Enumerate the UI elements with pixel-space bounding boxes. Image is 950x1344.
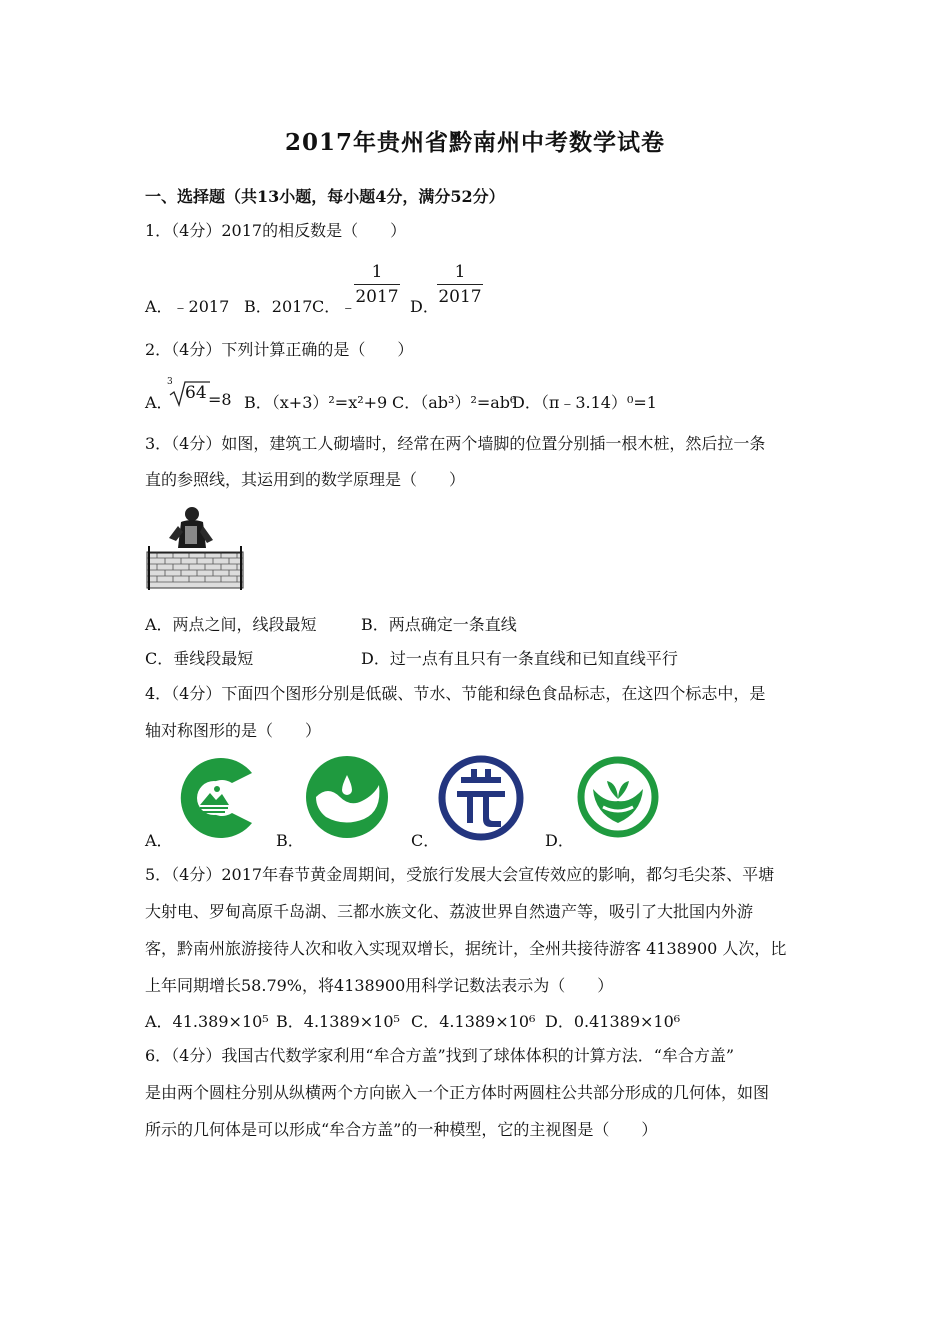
q5-option-a: A．41.389×10⁵ — [145, 1012, 269, 1031]
question-2-stem: 2．（4分）下列计算正确的是（ ） — [145, 340, 414, 359]
question-4-stem-line1: 4．（4分）下面四个图形分别是低碳、节水、节能和绿色食品标志，在这四个标志中，是 — [145, 684, 766, 703]
low-carbon-logo-icon — [172, 755, 256, 841]
question-3-stem-line1: 3．（4分）如图，建筑工人砌墙时，经常在两个墙脚的位置分别插一根木桩，然后拉一条 — [145, 434, 766, 453]
fraction-denominator: 2017 — [355, 287, 399, 307]
q1-option-a: A．﹣2017 — [145, 297, 230, 316]
fraction-denominator: 2017 — [438, 287, 482, 307]
question-1-stem: 1．（4分）2017的相反数是（ ） — [145, 221, 407, 240]
question-6-stem-line1: 6．（4分）我国古代数学家利用“牟合方盖”找到了球体体积的计算方法．“牟合方盖” — [145, 1046, 735, 1065]
green-food-logo-icon — [577, 755, 659, 839]
q4-option-b-label: B． — [276, 831, 304, 850]
question-5-stem-line1: 5．（4分）2017年春节黄金周期间，受旅行发展大会宣传效应的影响，都匀毛尖茶、平塘 — [145, 865, 775, 884]
bricklayer-figure — [145, 500, 247, 592]
q3-option-a: A．两点之间，线段最短 — [145, 615, 317, 634]
q1-option-c-label: C．﹣ — [312, 297, 357, 316]
page-title: 2017年贵州省黔南州中考数学试卷 — [284, 129, 665, 156]
q5-option-d: D．0.41389×10⁶ — [545, 1012, 681, 1031]
q4-option-d-label: D． — [545, 831, 574, 850]
q3-option-c: C．垂线段最短 — [145, 649, 254, 668]
q5-option-c: C．4.1389×10⁶ — [411, 1012, 536, 1031]
fraction-numerator: 1 — [454, 262, 466, 282]
q4-option-a-label: A． — [145, 831, 173, 850]
question-6-stem-line2: 是由两个圆柱分别从纵横两个方向嵌入一个正方体时两圆柱公共部分形成的几何体，如图 — [145, 1083, 770, 1102]
q5-option-b: B．4.1389×10⁵ — [276, 1012, 400, 1031]
q1-option-d-fraction — [437, 262, 483, 307]
fraction-bar — [437, 284, 483, 285]
q2-root-index: 3 — [167, 377, 173, 387]
question-5-stem-line3: 客，黔南州旅游接待人次和收入实现双增长，据统计，全州共接待游客 4138900 人次，比 — [145, 939, 787, 958]
section-heading: 一、选择题（共13小题，每小题4分，满分52分） — [145, 187, 505, 206]
question-5-stem-line4: 上年同期增长58.79%，将4138900用科学记数法表示为（ ） — [145, 976, 614, 995]
q2-radicand: 64 — [185, 383, 207, 403]
question-5-stem-line2: 大射电、罗甸高原千岛湖、三都水族文化、荔波世界自然遗产等，吸引了大批国内外游 — [145, 902, 754, 921]
question-3-stem-line2: 直的参照线，其运用到的数学原理是（ ） — [145, 470, 466, 489]
water-saving-logo-icon — [304, 755, 390, 839]
q4-option-c-label: C． — [411, 831, 440, 850]
q3-option-d: D．过一点有且只有一条直线和已知直线平行 — [361, 649, 678, 668]
question-4-stem-line2: 轴对称图形的是（ ） — [145, 721, 322, 740]
q1-option-d-label: D． — [410, 297, 439, 316]
q2-option-d: D．（π﹣3.14）⁰=1 — [512, 393, 657, 412]
q2-option-c: C．（ab³）²=ab⁶ — [392, 393, 517, 412]
fraction-numerator: 1 — [371, 262, 383, 282]
energy-saving-logo-icon — [437, 755, 525, 841]
q3-option-b: B．两点确定一条直线 — [361, 615, 517, 634]
q1-option-c-fraction — [354, 262, 400, 307]
q2-option-b: B．（x+3）²=x²+9 — [244, 393, 388, 412]
question-6-stem-line3: 所示的几何体是可以形成“牟合方盖”的一种模型，它的主视图是（ ） — [145, 1120, 658, 1139]
fraction-bar — [354, 284, 400, 285]
q1-option-b: B．2017 — [244, 297, 313, 316]
q2-option-a-result: =8 — [208, 390, 232, 409]
q2-option-a-label: A． — [145, 393, 173, 412]
